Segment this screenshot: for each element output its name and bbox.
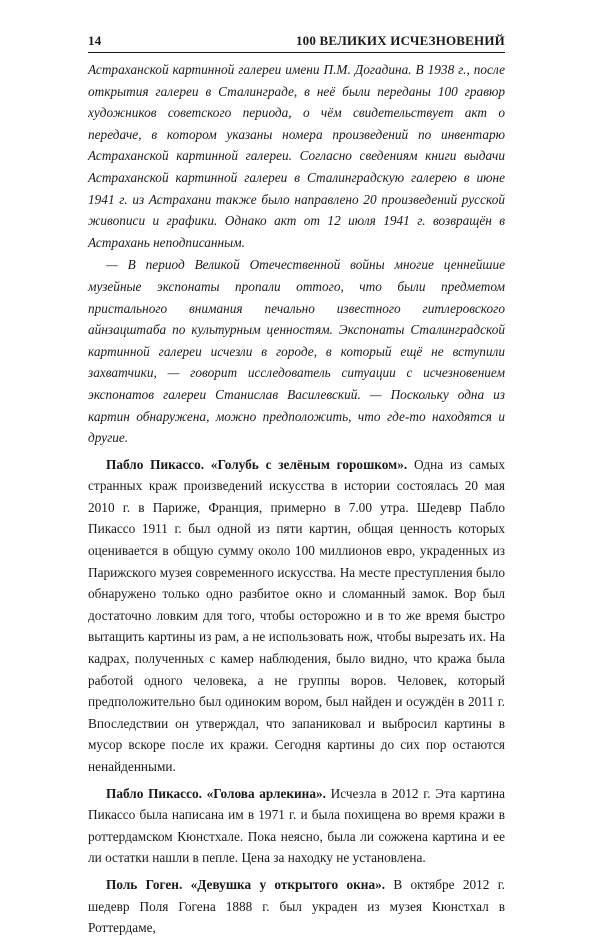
page-number: 14	[88, 33, 102, 48]
entry-text: Одна из самых странных краж произведений искусства в истории состоялась 20 мая 2010 г. в Париже, Франция, примерно в 7.00 утра. Шедевр Пабло Пикассо 1911 г. был одной из пяти картин, общая ценность которых оценивается в общую сумму около 100 миллионов евро, украденных из Парижского музея современного искусства. На месте преступления было обнаружено только одно разбитое окно и сломанный замок. Вор был достаточно ловким для того, чтобы осторожно и в то же время быстро вытащить картины из рам, а не использовать нож, чтобы вырезать их. На кадрах, полученных с камер наблюдения, было видно, что кража была работой одного человека, а не группы воров. Человек, который предположительно был одиноким вором, был найден и осуждён в 2011 г. Впоследствии он утверждал, что запаниковал и выбросил картины в мусор вскоре после их кражи. Сегодня картины до сих пор остаются ненайденными.	[88, 456, 505, 774]
body-text	[88, 59, 505, 939]
entry-heading: Пабло Пикассо. «Голубь с зелёным горошком».	[106, 456, 408, 472]
entry-paragraph	[88, 874, 505, 939]
running-header	[88, 33, 505, 49]
quote-paragraph: Астраханской картинной галереи имени П.М. Догадина. В 1938 г., после открытия галереи в Сталинграде, в неё были переданы 100 гравюр художников советского периода, о чём свидетельствует акт о передаче, в котором указаны номера произведений по инвентарю Астраханской картинной галереи. Согласно сведениям книги выдачи Астраханской картинной галереи в Сталинградскую галерею в июне 1941 г. из Астрахани также было направлено 20 произведений русской живописи и графики. Однако акт от 12 июля 1941 г. возвращён в Астрахань неподписанным.	[88, 62, 505, 250]
entry-text: В октябре 2012 г. шедевр Поля Гогена 1888 г. был украден из музея Кюнстхал в Роттердаме,	[88, 876, 505, 936]
entry-heading: Пабло Пикассо. «Голова арлекина».	[106, 785, 326, 801]
entry-paragraph	[88, 783, 505, 869]
entry-heading: Поль Гоген. «Девушка у открытого окна».	[106, 876, 386, 892]
book-title: 100 ВЕЛИКИХ ИСЧЕЗНОВЕНИЙ	[295, 33, 505, 48]
entry-paragraph	[88, 454, 505, 778]
header-divider	[88, 52, 505, 53]
entry-text: Исчезла в 2012 г. Эта картина Пикассо была написана им в 1971 г. и была похищена во время кражи в роттердамском Кюнстхале. Пока неясно, была ли сожжена картина и ее ли остатки нашли в пепле. Цена за находку не установлена.	[88, 785, 505, 866]
quote-paragraph: — В период Великой Отечественной войны многие ценнейшие музейные экспонаты пропали оттого, что были предметом пристального внимания печально известного гитлеровского айнзацштаба по культурным ценностям. Экспонаты Сталинградской картинной галереи исчезли в городе, в который ещё не вступили захватчики, — говорит исследователь ситуации с исчезновением экспонатов галереи Станислав Василевский. — Поскольку одна из картин обнаружена, можно предположить, что где-то находятся и другие.	[88, 257, 505, 446]
